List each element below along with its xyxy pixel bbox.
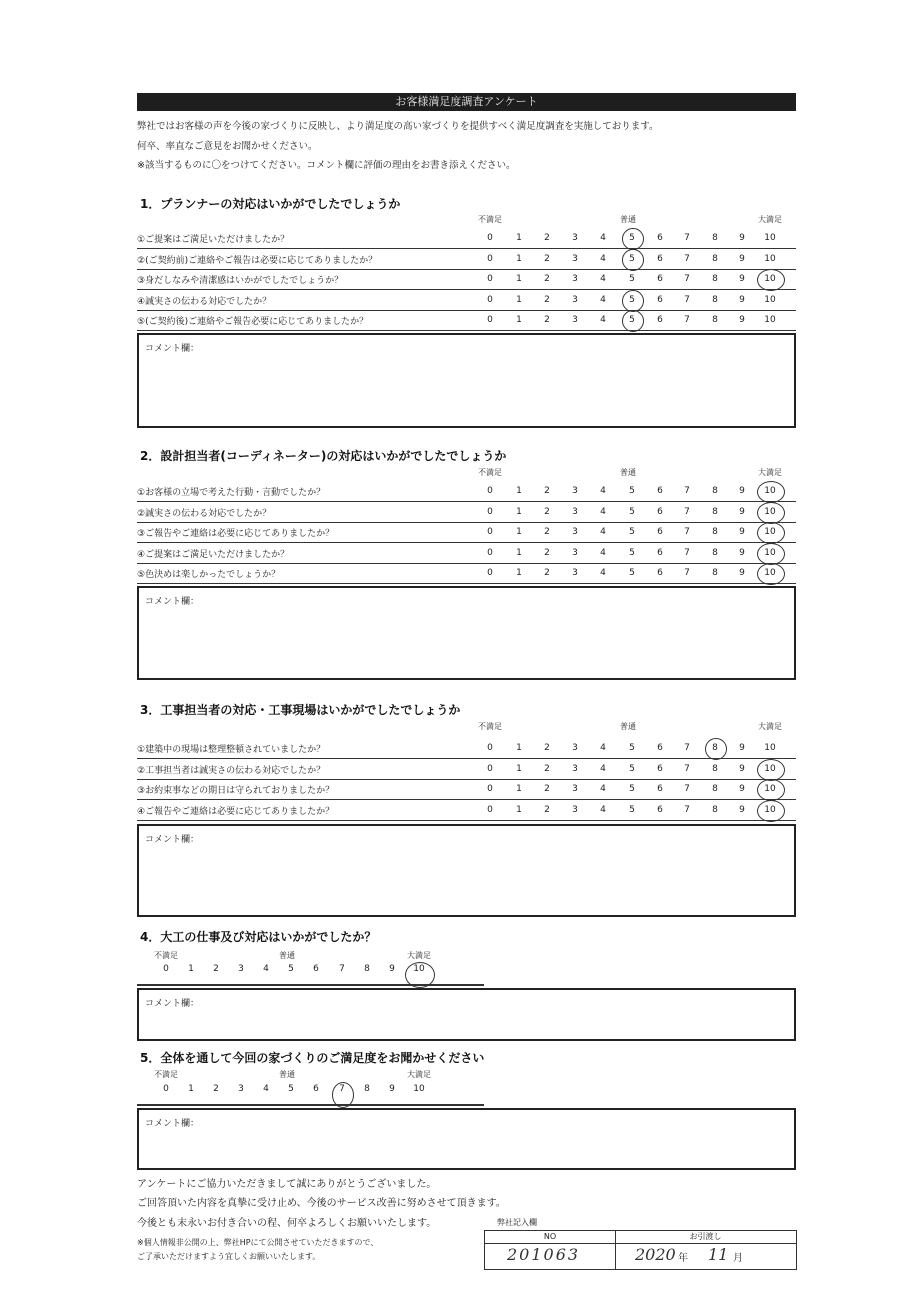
selected-rating-circle	[757, 800, 785, 822]
section-4-comment-box[interactable]	[137, 988, 796, 1041]
rating-option-3[interactable]: 3	[572, 804, 578, 815]
rating-option-4[interactable]: 4	[600, 233, 606, 243]
rating-option-3[interactable]: 3	[238, 1084, 244, 1094]
rating-option-5[interactable]: 5	[629, 486, 635, 496]
scale-underline	[137, 1104, 484, 1106]
rating-option-7[interactable]: 7	[684, 568, 690, 578]
rating-option-1[interactable]: 1	[516, 743, 522, 753]
selected-rating-circle	[622, 228, 644, 250]
rating-option-8[interactable]: 8	[712, 506, 718, 517]
rating-option-1[interactable]: 1	[516, 233, 522, 243]
rating-option-2[interactable]: 2	[544, 547, 550, 558]
rating-option-4[interactable]: 4	[600, 804, 606, 815]
intro-line-1: 弊社ではお客様の声を今後の家づくりに反映し、より満足度の高い家づくりを提供すべく満足度調査を実施しております。	[137, 121, 659, 132]
rating-option-8[interactable]: 8	[364, 964, 370, 974]
rating-option-2[interactable]: 2	[544, 784, 550, 794]
rating-option-8[interactable]: 8	[712, 547, 718, 558]
section-4-heading: 4．大工の仕事及び対応はいかがでしたか？	[140, 930, 377, 944]
office-no-value: 201063	[507, 1245, 581, 1264]
rating-option-3[interactable]: 3	[572, 743, 578, 753]
rating-option-9[interactable]: 9	[739, 804, 745, 815]
rating-option-9[interactable]: 9	[739, 743, 745, 753]
rating-option-1[interactable]: 1	[516, 315, 522, 325]
rating-option-9[interactable]: 9	[389, 1084, 395, 1094]
question-row	[137, 543, 796, 564]
rating-option-2[interactable]: 2	[544, 486, 550, 496]
rating-option-10[interactable]: 10	[764, 253, 776, 264]
rating-option-9[interactable]: 9	[739, 763, 745, 774]
scale-label-low: 不満足	[478, 215, 502, 224]
rating-option-6[interactable]: 6	[313, 964, 319, 974]
footer-line-1: アンケートにご協力いただきまして誠にありがとうございました。	[137, 1179, 437, 1190]
office-divider	[615, 1243, 616, 1269]
rating-option-6[interactable]: 6	[657, 804, 663, 815]
rating-option-0[interactable]: 0	[487, 274, 493, 284]
question-row	[137, 502, 796, 523]
rating-option-2[interactable]: 2	[544, 527, 550, 537]
rating-option-2[interactable]: 2	[544, 568, 550, 578]
handover-year-value: 2020	[635, 1245, 676, 1264]
rating-option-7[interactable]: 7	[684, 486, 690, 496]
question-row	[137, 522, 796, 543]
rating-option-1[interactable]: 1	[516, 784, 522, 794]
office-use-label: 弊社記入欄	[497, 1218, 537, 1227]
rating-option-10[interactable]: 10	[764, 763, 776, 774]
rating-option-5[interactable]: 5	[288, 1084, 294, 1094]
rating-option-1[interactable]: 1	[188, 964, 194, 974]
comment-label: コメント欄：	[145, 344, 200, 354]
rating-option-0[interactable]: 0	[487, 253, 493, 264]
rating-option-10[interactable]: 10	[764, 315, 776, 325]
comment-label: コメント欄：	[145, 1119, 200, 1129]
scale-label-high: 大満足	[407, 1070, 431, 1079]
rating-option-10[interactable]: 10	[764, 527, 776, 537]
intro-line-3: ※該当するものに〇をつけてください。コメント欄に評価の理由をお書き添えください。	[137, 160, 516, 171]
rating-option-3[interactable]: 3	[572, 547, 578, 558]
privacy-note-2: ご了承いただけますよう宜しくお願いいたします。	[137, 1252, 321, 1261]
rating-option-2[interactable]: 2	[544, 763, 550, 774]
selected-rating-circle	[757, 522, 785, 544]
rating-option-5[interactable]: 5	[629, 568, 635, 578]
rating-option-6[interactable]: 6	[313, 1084, 319, 1094]
question-text: ③ご報告やご連絡は必要に応じてありましたか？	[137, 529, 335, 539]
rating-option-4[interactable]: 4	[600, 547, 606, 558]
rating-option-4[interactable]: 4	[600, 274, 606, 284]
question-row	[137, 290, 796, 311]
rating-option-6[interactable]: 6	[657, 763, 663, 774]
rating-option-4[interactable]: 4	[600, 568, 606, 578]
rating-option-2[interactable]: 2	[213, 1084, 219, 1094]
rating-option-7[interactable]: 7	[684, 547, 690, 558]
rating-option-3[interactable]: 3	[238, 964, 244, 974]
comment-label: コメント欄：	[145, 835, 200, 845]
question-text: ⑤(ご契約後)ご連絡やご報告必要に応じてありましたか？	[137, 317, 369, 327]
scale-label-low: 不満足	[154, 951, 178, 960]
rating-option-7[interactable]: 7	[684, 804, 690, 815]
rating-option-9[interactable]: 9	[739, 253, 745, 264]
scale-label-high: 大満足	[758, 722, 782, 731]
rating-option-7[interactable]: 7	[684, 294, 690, 305]
question-text: ⑤色決めは楽しかったでしょうか？	[137, 570, 281, 580]
section-3-comment-box[interactable]	[137, 824, 796, 917]
scale-label-mid: 普通	[279, 951, 295, 960]
rating-option-9[interactable]: 9	[739, 486, 745, 496]
selected-rating-circle	[757, 563, 785, 585]
question-text: ③お約束事などの期日は守られておりましたか？	[137, 786, 335, 796]
rating-option-9[interactable]: 9	[739, 506, 745, 517]
rating-option-2[interactable]: 2	[544, 743, 550, 753]
rating-option-0[interactable]: 0	[487, 527, 493, 537]
rating-option-8[interactable]: 8	[712, 568, 718, 578]
rating-option-9[interactable]: 9	[739, 294, 745, 305]
rating-option-7[interactable]: 7	[684, 274, 690, 284]
question-text: ④誠実さの伝わる対応でしたか？	[137, 296, 272, 307]
rating-option-5[interactable]: 5	[288, 964, 294, 974]
selected-rating-circle	[622, 290, 644, 312]
rating-option-8[interactable]: 8	[712, 486, 718, 496]
rating-option-7[interactable]: 7	[684, 315, 690, 325]
rating-option-5[interactable]: 5	[629, 233, 635, 243]
rating-option-2[interactable]: 2	[544, 233, 550, 243]
office-date-header: お引渡し	[615, 1231, 796, 1244]
rating-option-6[interactable]: 6	[657, 784, 663, 794]
rating-option-0[interactable]: 0	[487, 743, 493, 753]
rating-option-0[interactable]: 0	[487, 315, 493, 325]
rating-option-1[interactable]: 1	[188, 1084, 194, 1094]
rating-option-8[interactable]: 8	[712, 527, 718, 537]
rating-option-4[interactable]: 4	[600, 506, 606, 517]
comment-label: コメント欄：	[145, 597, 200, 607]
section-2-comment-box[interactable]	[137, 586, 796, 680]
selected-rating-circle	[757, 269, 785, 291]
section-1-comment-box[interactable]	[137, 333, 796, 428]
footer-line-3: 今後とも末永いお付き合いの程、何卒よろしくお願いいたします。	[137, 1218, 437, 1229]
rating-option-3[interactable]: 3	[572, 506, 578, 517]
rating-option-10[interactable]: 10	[764, 233, 776, 243]
rating-option-10[interactable]: 10	[764, 294, 776, 305]
rating-option-9[interactable]: 9	[739, 233, 745, 243]
rating-option-8[interactable]: 8	[364, 1084, 370, 1094]
rating-option-2[interactable]: 2	[544, 315, 550, 325]
rating-option-1[interactable]: 1	[516, 506, 522, 517]
question-text: ①ご提案はご満足いただけましたか？	[137, 235, 290, 245]
scale-label-high: 大満足	[758, 215, 782, 224]
question-row	[137, 249, 796, 270]
rating-option-9[interactable]: 9	[389, 964, 395, 974]
rating-option-9[interactable]: 9	[739, 784, 745, 794]
rating-option-6[interactable]: 6	[657, 294, 663, 305]
scale-underline	[137, 984, 484, 986]
rating-option-10[interactable]: 10	[413, 1084, 425, 1094]
rating-option-6[interactable]: 6	[657, 743, 663, 753]
section-1-heading: 1．プランナーの対応はいかがでしたでしょうか	[140, 197, 401, 211]
rating-option-7[interactable]: 7	[684, 233, 690, 243]
question-text: ②誠実さの伝わる対応でしたか？	[137, 508, 272, 519]
month-unit: 月	[733, 1253, 743, 1264]
rating-option-4[interactable]: 4	[600, 743, 606, 753]
rating-option-2[interactable]: 2	[544, 506, 550, 517]
scale-label-mid: 普通	[620, 722, 636, 731]
rating-option-1[interactable]: 1	[516, 294, 522, 305]
rating-option-4[interactable]: 4	[600, 486, 606, 496]
question-text: ②(ご契約前)ご連絡やご報告は必要に応じてありましたか？	[137, 255, 378, 266]
rating-option-4[interactable]: 4	[263, 1084, 269, 1094]
selected-rating-circle	[757, 779, 785, 801]
rating-option-10[interactable]: 10	[764, 547, 776, 558]
selected-rating-circle	[757, 759, 785, 781]
rating-option-1[interactable]: 1	[516, 763, 522, 774]
question-text: ④ご提案はご満足いただけましたか？	[137, 549, 290, 560]
rating-option-8[interactable]: 8	[712, 763, 718, 774]
rating-option-10[interactable]: 10	[764, 804, 776, 815]
rating-option-2[interactable]: 2	[213, 964, 219, 974]
scale-label-low: 不満足	[478, 468, 502, 477]
question-text: ④ご報告やご連絡は必要に応じてありましたか？	[137, 806, 335, 817]
rating-option-8[interactable]: 8	[712, 804, 718, 815]
rating-option-10[interactable]: 10	[764, 274, 776, 284]
rating-option-4[interactable]: 4	[600, 315, 606, 325]
rating-option-1[interactable]: 1	[516, 274, 522, 284]
rating-option-5[interactable]: 5	[629, 804, 635, 815]
rating-option-10[interactable]: 10	[764, 506, 776, 517]
rating-option-2[interactable]: 2	[544, 294, 550, 305]
question-row	[137, 779, 796, 800]
rating-option-6[interactable]: 6	[657, 527, 663, 537]
survey-title: お客様満足度調査アンケート	[137, 93, 796, 111]
rating-option-7[interactable]: 7	[684, 763, 690, 774]
rating-option-0[interactable]: 0	[487, 804, 493, 815]
rating-option-5[interactable]: 5	[629, 315, 635, 325]
scale-label-low: 不満足	[154, 1070, 178, 1079]
scale-label-mid: 普通	[620, 215, 636, 224]
rating-option-10[interactable]: 10	[764, 743, 776, 753]
rating-option-4[interactable]: 4	[600, 784, 606, 794]
privacy-note-1: ※個人情報非公開の上、弊社HPにて公開させていただきますので、	[137, 1238, 379, 1247]
rating-option-1[interactable]: 1	[516, 253, 522, 264]
question-text: ①建築中の現場は整理整頓されていましたか？	[137, 745, 326, 755]
scale-label-high: 大満足	[758, 468, 782, 477]
rating-option-9[interactable]: 9	[739, 527, 745, 537]
handover-month-value: 11	[708, 1245, 729, 1264]
rating-option-3[interactable]: 3	[572, 486, 578, 496]
rating-option-9[interactable]: 9	[739, 547, 745, 558]
scale-label-mid: 普通	[620, 468, 636, 477]
section-3-heading: 3．工事担当者の対応・工事現場はいかがでしたでしょうか	[140, 703, 461, 717]
rating-option-1[interactable]: 1	[516, 486, 522, 496]
rating-option-1[interactable]: 1	[516, 547, 522, 558]
rating-option-5[interactable]: 5	[629, 527, 635, 537]
question-text: ③身だしなみや清潔感はいかがでしたでしょうか？	[137, 276, 344, 286]
rating-option-10[interactable]: 10	[764, 568, 776, 578]
rating-option-4[interactable]: 4	[600, 527, 606, 537]
office-no-header: NO	[485, 1231, 616, 1244]
rating-option-6[interactable]: 6	[657, 568, 663, 578]
rating-option-0[interactable]: 0	[487, 763, 493, 774]
scale-label-mid: 普通	[279, 1070, 295, 1079]
rating-option-6[interactable]: 6	[657, 547, 663, 558]
rating-option-0[interactable]: 0	[487, 506, 493, 517]
rating-option-5[interactable]: 5	[629, 506, 635, 517]
rating-option-8[interactable]: 8	[712, 253, 718, 264]
rating-option-3[interactable]: 3	[572, 253, 578, 264]
rating-option-5[interactable]: 5	[629, 253, 635, 264]
rating-option-6[interactable]: 6	[657, 315, 663, 325]
rating-option-0[interactable]: 0	[163, 964, 169, 974]
rating-option-5[interactable]: 5	[629, 784, 635, 794]
rating-option-1[interactable]: 1	[516, 527, 522, 537]
section-5-heading: 5．全体を通して今回の家づくりのご満足度をお聞かせください	[140, 1051, 485, 1065]
rating-option-8[interactable]: 8	[712, 274, 718, 284]
rating-option-3[interactable]: 3	[572, 315, 578, 325]
question-row	[137, 228, 796, 249]
rating-option-0[interactable]: 0	[487, 294, 493, 305]
rating-option-1[interactable]: 1	[516, 568, 522, 578]
selected-rating-circle	[757, 543, 785, 565]
rating-option-2[interactable]: 2	[544, 253, 550, 264]
rating-option-5[interactable]: 5	[629, 743, 635, 753]
selected-rating-circle	[622, 249, 644, 271]
intro-line-2: 何卒、率直なご意見をお聞かせください。	[137, 141, 318, 152]
rating-option-0[interactable]: 0	[487, 547, 493, 558]
rating-option-3[interactable]: 3	[572, 233, 578, 243]
rating-option-8[interactable]: 8	[712, 233, 718, 243]
rating-option-0[interactable]: 0	[487, 568, 493, 578]
rating-option-6[interactable]: 6	[657, 274, 663, 284]
year-unit: 年	[678, 1253, 688, 1264]
rating-option-10[interactable]: 10	[764, 784, 776, 794]
rating-option-9[interactable]: 9	[739, 274, 745, 284]
rating-option-0[interactable]: 0	[487, 233, 493, 243]
rating-option-6[interactable]: 6	[657, 233, 663, 243]
question-row	[137, 269, 796, 290]
footer-line-2: ご回答頂いた内容を真摯に受け止め、今後のサービス改善に努めさせて頂きます。	[137, 1198, 506, 1209]
rating-option-0[interactable]: 0	[487, 486, 493, 496]
scale-label-high: 大満足	[407, 951, 431, 960]
office-use-table	[484, 1230, 797, 1270]
question-row	[137, 563, 796, 584]
rating-option-0[interactable]: 0	[487, 784, 493, 794]
rating-option-4[interactable]: 4	[600, 763, 606, 774]
rating-option-2[interactable]: 2	[544, 274, 550, 284]
comment-label: コメント欄：	[145, 999, 200, 1009]
rating-option-10[interactable]: 10	[413, 964, 425, 974]
rating-option-4[interactable]: 4	[263, 964, 269, 974]
rating-option-9[interactable]: 9	[739, 568, 745, 578]
rating-option-8[interactable]: 8	[712, 784, 718, 794]
rating-option-7[interactable]: 7	[339, 964, 345, 974]
section-5-comment-box[interactable]	[137, 1108, 796, 1170]
rating-option-8[interactable]: 8	[712, 315, 718, 325]
question-text: ②工事担当者は誠実さの伝わる対応でしたか？	[137, 765, 326, 776]
rating-option-3[interactable]: 3	[572, 294, 578, 305]
rating-option-5[interactable]: 5	[629, 274, 635, 284]
question-text: ①お客様の立場で考えた行動・言動でしたか？	[137, 488, 326, 498]
question-row	[137, 800, 796, 821]
section-2-heading: 2．設計担当者(コーディネーター)の対応はいかがでしたでしょうか	[140, 449, 507, 463]
rating-option-0[interactable]: 0	[163, 1084, 169, 1094]
rating-option-7[interactable]: 7	[684, 253, 690, 264]
rating-option-7[interactable]: 7	[684, 784, 690, 794]
rating-option-3[interactable]: 3	[572, 527, 578, 537]
selected-rating-circle	[705, 738, 727, 760]
rating-option-7[interactable]: 7	[684, 743, 690, 753]
question-row	[137, 738, 796, 759]
rating-option-3[interactable]: 3	[572, 274, 578, 284]
rating-option-5[interactable]: 5	[629, 294, 635, 305]
rating-option-7[interactable]: 7	[684, 506, 690, 517]
rating-option-1[interactable]: 1	[516, 804, 522, 815]
rating-option-2[interactable]: 2	[544, 804, 550, 815]
rating-option-5[interactable]: 5	[629, 547, 635, 558]
question-row	[137, 481, 796, 502]
rating-option-6[interactable]: 6	[657, 486, 663, 496]
rating-option-5[interactable]: 5	[629, 763, 635, 774]
rating-option-6[interactable]: 6	[657, 506, 663, 517]
rating-option-7[interactable]: 7	[684, 527, 690, 537]
rating-option-8[interactable]: 8	[712, 294, 718, 305]
rating-option-3[interactable]: 3	[572, 763, 578, 774]
rating-option-3[interactable]: 3	[572, 568, 578, 578]
scale-label-low: 不満足	[478, 722, 502, 731]
selected-rating-circle	[757, 502, 785, 524]
selected-rating-circle	[757, 481, 785, 503]
rating-option-8[interactable]: 8	[712, 743, 718, 753]
rating-option-4[interactable]: 4	[600, 294, 606, 305]
selected-rating-circle	[622, 310, 644, 332]
rating-option-10[interactable]: 10	[764, 486, 776, 496]
question-row	[137, 759, 796, 780]
rating-option-9[interactable]: 9	[739, 315, 745, 325]
question-row	[137, 310, 796, 331]
rating-option-4[interactable]: 4	[600, 253, 606, 264]
rating-option-3[interactable]: 3	[572, 784, 578, 794]
rating-option-7[interactable]: 7	[339, 1084, 345, 1094]
rating-option-6[interactable]: 6	[657, 253, 663, 264]
